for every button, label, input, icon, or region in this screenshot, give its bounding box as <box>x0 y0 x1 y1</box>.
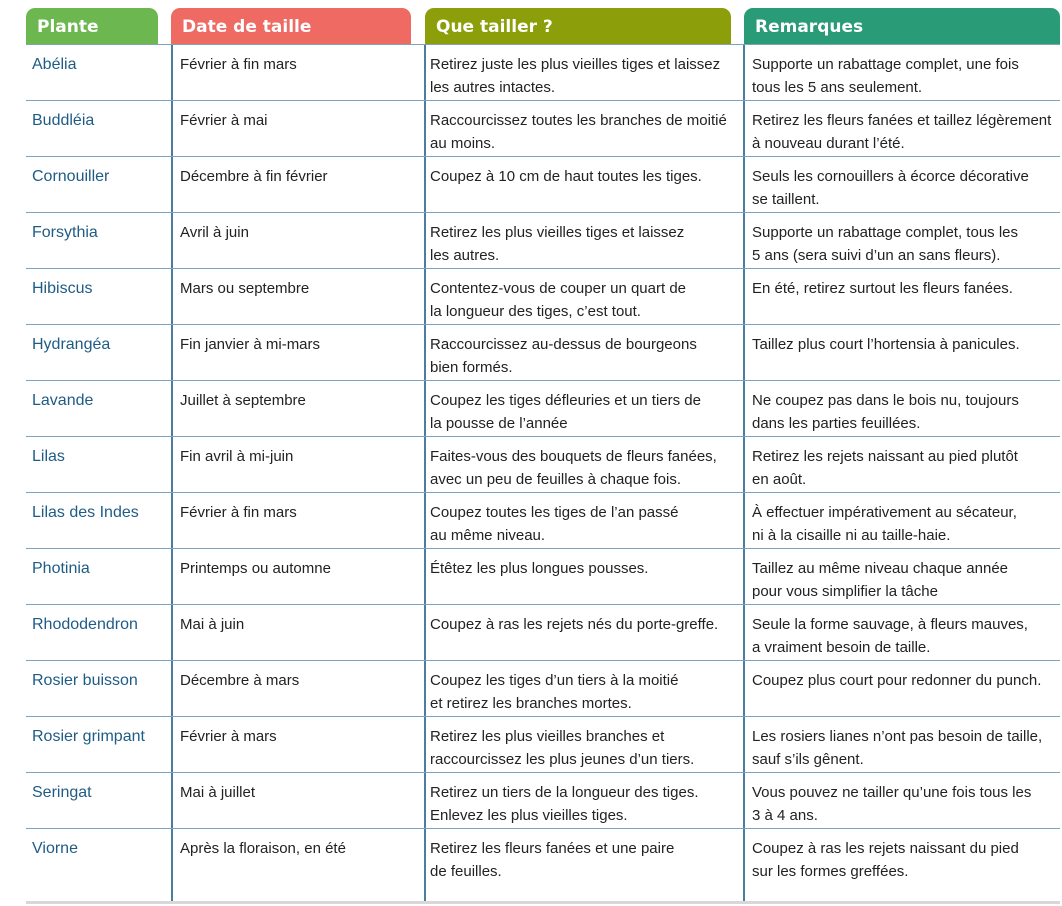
table-row <box>26 100 1060 156</box>
remarks: Retirez les rejets naissant au pied plutôt en août. <box>752 448 1018 488</box>
pruning-date: Fin janvier à mi-mars <box>180 336 321 353</box>
what-to-prune: Raccourcissez toutes les branches de moitié au moins. <box>430 112 727 152</box>
header-plante: Plante <box>26 8 158 44</box>
pruning-date: Février à mai <box>180 112 268 129</box>
pruning-date: Février à fin mars <box>180 504 297 521</box>
remarks: Coupez à ras les rejets naissant du pied sur les formes greffées. <box>752 840 1019 880</box>
what-to-prune: Retirez les fleurs fanées et une paire de feuilles. <box>430 840 675 880</box>
plant-name: Viorne <box>32 840 78 857</box>
plant-name: Abélia <box>32 56 77 73</box>
plant-name: Rosier buisson <box>32 672 138 689</box>
pruning-date: Après la floraison, en été <box>180 840 346 857</box>
table-row <box>26 660 1060 716</box>
remarks: Taillez plus court l’hortensia à panicules. <box>752 336 1020 353</box>
remarks: En été, retirez surtout les fleurs fanées. <box>752 280 1013 297</box>
plant-name: Rosier grimpant <box>32 728 145 745</box>
plant-name: Photinia <box>32 560 90 577</box>
what-to-prune: Contentez-vous de couper un quart de la longueur des tiges, c’est tout. <box>430 280 687 320</box>
plant-name: Lilas des Indes <box>32 504 139 521</box>
remarks: Vous pouvez ne tailler qu’une fois tous les 3 à 4 ans. <box>752 784 1032 824</box>
table-row <box>26 268 1060 324</box>
pruning-date: Printemps ou automne <box>180 560 331 577</box>
what-to-prune: Retirez les plus vieilles branches et raccourcissez les plus jeunes d’un tiers. <box>430 728 695 768</box>
pruning-date: Mai à juillet <box>180 784 256 801</box>
what-to-prune: Retirez un tiers de la longueur des tiges. Enlevez les plus vieilles tiges. <box>430 784 699 824</box>
what-to-prune: Coupez à ras les rejets nés du porte-greffe. <box>430 616 719 633</box>
remarks: Supporte un rabattage complet, tous les 5 ans (sera suivi d’un an sans fleurs). <box>752 224 1019 264</box>
what-to-prune: Coupez toutes les tiges de l’an passé au même niveau. <box>430 504 679 544</box>
plant-name: Buddléia <box>32 112 95 129</box>
pruning-date: Mai à juin <box>180 616 245 633</box>
pruning-date: Fin avril à mi-juin <box>180 448 294 465</box>
pruning-date: Février à fin mars <box>180 56 297 73</box>
header-date-de-taille: Date de taille <box>171 8 411 44</box>
plant-name: Cornouiller <box>32 168 110 185</box>
remarks: Seule la forme sauvage, à fleurs mauves, a vraiment besoin de taille. <box>752 616 1028 656</box>
table-row <box>26 716 1060 772</box>
pruning-date: Mars ou septembre <box>180 280 310 297</box>
what-to-prune: Retirez les plus vieilles tiges et laissez les autres. <box>430 224 685 264</box>
remarks: Coupez plus court pour redonner du punch. <box>752 672 1042 689</box>
remarks: Ne coupez pas dans le bois nu, toujours dans les parties feuillées. <box>752 392 1019 432</box>
what-to-prune: Faites-vous des bouquets de fleurs fanées, avec un peu de feuilles à chaque fois. <box>430 448 717 488</box>
plant-name: Forsythia <box>32 224 98 241</box>
table-row <box>26 212 1060 268</box>
table-row <box>26 772 1060 828</box>
what-to-prune: Coupez à 10 cm de haut toutes les tiges. <box>430 168 702 185</box>
header-remarques: Remarques <box>744 8 1060 44</box>
table-row <box>26 156 1060 212</box>
what-to-prune: Raccourcissez au-dessus de bourgeons bien formés. <box>430 336 697 376</box>
plant-name: Rhododendron <box>32 616 138 633</box>
remarks: À effectuer impérativement au sécateur, ni à la cisaille ni au taille-haie. <box>752 504 1017 544</box>
pruning-table <box>26 8 1060 903</box>
table-row <box>26 324 1060 380</box>
pruning-date: Décembre à mars <box>180 672 300 689</box>
table-row <box>26 604 1060 660</box>
table-header <box>26 8 1060 44</box>
remarks: Seuls les cornouillers à écorce décorative se taillent. <box>752 168 1029 208</box>
remarks: Les rosiers lianes n’ont pas besoin de taille, sauf s’ils gênent. <box>752 728 1043 768</box>
table-row <box>26 380 1060 436</box>
what-to-prune: Coupez les tiges d’un tiers à la moitié et retirez les branches mortes. <box>430 672 679 712</box>
table-row <box>26 44 1060 100</box>
plant-name: Hydrangéa <box>32 336 111 353</box>
pruning-date: Décembre à fin février <box>180 168 328 185</box>
what-to-prune: Étêtez les plus longues pousses. <box>430 560 649 577</box>
pruning-date: Juillet à septembre <box>180 392 306 409</box>
table-row <box>26 548 1060 604</box>
table-row <box>26 492 1060 548</box>
plant-name: Seringat <box>32 784 92 801</box>
remarks: Taillez au même niveau chaque année pour vous simplifier la tâche <box>752 560 1009 600</box>
remarks: Supporte un rabattage complet, une fois tous les 5 ans seulement. <box>752 56 1019 96</box>
what-to-prune: Coupez les tiges défleuries et un tiers de la pousse de l’année <box>430 392 701 432</box>
header-que-tailler: Que tailler ? <box>425 8 731 44</box>
plant-name: Hibiscus <box>32 280 93 297</box>
what-to-prune: Retirez juste les plus vieilles tiges et laissez les autres intactes. <box>430 56 721 96</box>
plant-name: Lilas <box>32 448 65 465</box>
table-row <box>26 828 1060 884</box>
remarks: Retirez les fleurs fanées et taillez légèrement à nouveau durant l’été. <box>752 112 1052 152</box>
plant-name: Lavande <box>32 392 94 409</box>
table-body <box>26 44 1060 904</box>
table-row <box>26 436 1060 492</box>
pruning-date: Avril à juin <box>180 224 249 241</box>
pruning-date: Février à mars <box>180 728 277 745</box>
